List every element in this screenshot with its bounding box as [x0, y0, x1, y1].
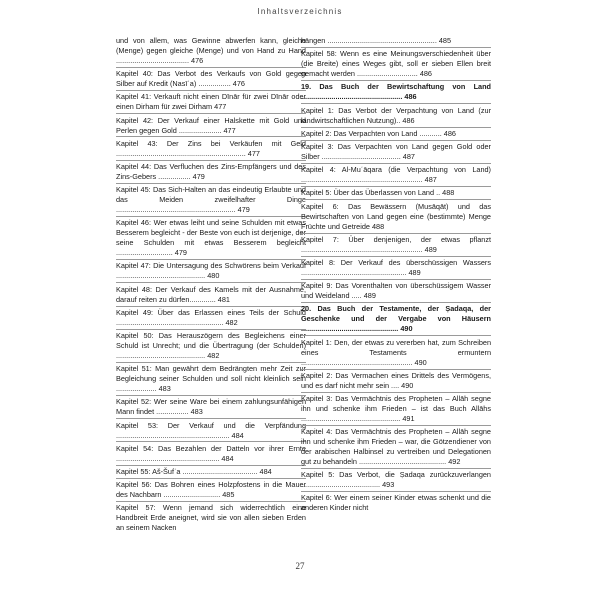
toc-entry: Kapitel 3: Das Vermächtnis des Propheten – Allāh segne ihn und schenke ihm Frieden – ist das Buch Allāhs ................................................. 491: [301, 394, 491, 426]
toc-entry: Kapitel 40: Das Verbot des Verkaufs von Gold gegen Silber auf Kredit (Nasīʾa) ................ 476: [116, 69, 306, 91]
toc-entry: Kapitel 57: Wenn jemand sich widerrechtlich eine Handbreit Erde aneignet, wird sie von allen sieben Erden an seinem Nacken: [116, 503, 306, 533]
toc-entry: Kapitel 4: Das Vermächtnis des Propheten – Allāh segne ihn und schenke ihm Frieden – war, die Götzendiener von der arabischen Halbinsel zu vertreiben und Delegationen gut zu behandeln ........................................... 492: [301, 427, 491, 469]
toc-left-column: [116, 36, 306, 536]
page-number: 27: [295, 561, 305, 571]
toc-entry: Kapitel 3: Das Verpachten von Land gegen Gold oder Silber ....................................... 487: [301, 142, 491, 164]
toc-entry: Kapitel 45: Das Sich-Halten an das eindeutig Erlaubte und das Meiden zweifelhafter Dinge ........................................................... 479: [116, 185, 306, 217]
toc-book-heading: 19. Das Buch der Bewirtschaftung von Land .................................................. 486: [301, 82, 491, 104]
toc-entry: Kapitel 1: Den, der etwas zu vererben hat, zum Schreiben eines Testaments ermuntern ....................................................... 490: [301, 338, 491, 370]
toc-entry: Kapitel 58: Wenn es eine Meinungsverschiedenheit über (die Breite) eines Weges gibt, soll er sieben Ellen breit gemacht werden .............................. 486: [301, 49, 491, 81]
toc-entry: Kapitel 46: Wer etwas leiht und seine Schulden mit etwas Besserem begleicht - der Beste von euch ist derjenige, der seine Schulden mit etwas Besserem begleicht ............................ 479: [116, 218, 306, 260]
toc-entry: Kapitel 53: Der Verkauf und die Verpfändung ........................................................ 484: [116, 421, 306, 443]
toc-entry: Kapitel 52: Wer seine Ware bei einem zahlungsunfähigen Mann findet ................ 483: [116, 397, 306, 419]
toc-entry: Kapitel 7: Über denjenigen, der etwas pflanzt ............................................................ 489: [301, 235, 491, 257]
toc-entry: Kapitel 48: Der Verkauf des Kamels mit der Ausnahme, darauf reiten zu dürfen............. 481: [116, 285, 306, 307]
toc-entry: Kapitel 50: Das Herauszögern des Begleichens einer Schuld ist Unrecht; und die Übertragung (der Schulden) ............................................ 482: [116, 331, 306, 363]
toc-entry: Kapitel 41: Verkauft nicht einen Dīnār für zwei Dīnār oder einen Dirham für zwei Dirham 477: [116, 92, 306, 114]
toc-entry: Kapitel 4: Al-Muʿāqara (die Verpachtung von Land) ............................................................ 487: [301, 165, 491, 187]
toc-entry: Kapitel 47: Die Untersagung des Schwörens beim Verkauf ............................................ 480: [116, 261, 306, 283]
toc-entry: Kapitel 55: Aš-Šufʿa ..................................... 484: [116, 467, 306, 479]
toc-entry: Kapitel 9: Das Vorenthalten von überschüssigem Wasser und Weideland ..... 489: [301, 281, 491, 303]
toc-entry: Kapitel 2: Das Verpachten von Land ........... 486: [301, 129, 491, 141]
toc-book-heading: 20. Das Buch der Testamente, der Ṣadaqa, der Geschenke und der Vergabe von Häusern ................................................ 490: [301, 304, 491, 336]
toc-entry: Kapitel 49: Über das Erlassen eines Teils der Schuld ..................................................... 482: [116, 308, 306, 330]
toc-entry: Kapitel 5: Über das Überlassen von Land .. 488: [301, 188, 491, 200]
toc-entry: Kapitel 42: Der Verkauf einer Halskette mit Gold und Perlen gegen Gold ..................... 477: [116, 116, 306, 138]
toc-entry: Kapitel 6: Wer einem seiner Kinder etwas schenkt und die anderen Kinder nicht: [301, 493, 491, 513]
toc-entry: Kapitel 8: Der Verkauf des überschüssigen Wassers .................................................... 489: [301, 258, 491, 280]
toc-entry: hängen ...................................................... 485: [301, 36, 491, 48]
running-header: Inhaltsverzeichnis: [257, 7, 343, 16]
toc-entry: Kapitel 54: Das Bezahlen der Datteln vor ihrer Ernte ................................................... 484: [116, 444, 306, 466]
toc-entry: Kapitel 1: Das Verbot der Verpachtung von Land (zur landwirtschaftlichen Nutzung).. 486: [301, 106, 491, 128]
toc-entry: Kapitel 6: Das Bewässern (Musāqāt) und das Bewirtschaften von Land gegen eine (bestimmte) Menge Früchte und Getreide 488: [301, 202, 491, 234]
toc-entry: Kapitel 51: Man gewährt dem Bedrängten mehr Zeit zur Begleichung seiner Schulden und soll nicht kleinlich sein .................... 483: [116, 364, 306, 396]
toc-entry: Kapitel 44: Das Verfluchen des Zins-Empfängers und des Zins-Gebers ................ 479: [116, 162, 306, 184]
toc-entry: Kapitel 43: Der Zins bei Verkäufen mit Geld ................................................................ 477: [116, 139, 306, 161]
toc-entry: und von allem, was Gewinne abwerfen kann, gleiche (Menge) gegen gleiche (Menge) und von Hand zu Hand .................................... 476: [116, 36, 306, 68]
toc-entry: Kapitel 5: Das Verbot, die Ṣadaqa zurückzuverlangen ....................................... 493: [301, 470, 491, 492]
toc-entry: Kapitel 56: Das Bohren eines Holzpfostens in die Mauer des Nachbarn ............................ 485: [116, 480, 306, 502]
toc-right-column: [301, 36, 491, 516]
toc-entry: Kapitel 2: Das Vermachen eines Drittels des Vermögens, und es darf nicht mehr sein .... 490: [301, 371, 491, 393]
